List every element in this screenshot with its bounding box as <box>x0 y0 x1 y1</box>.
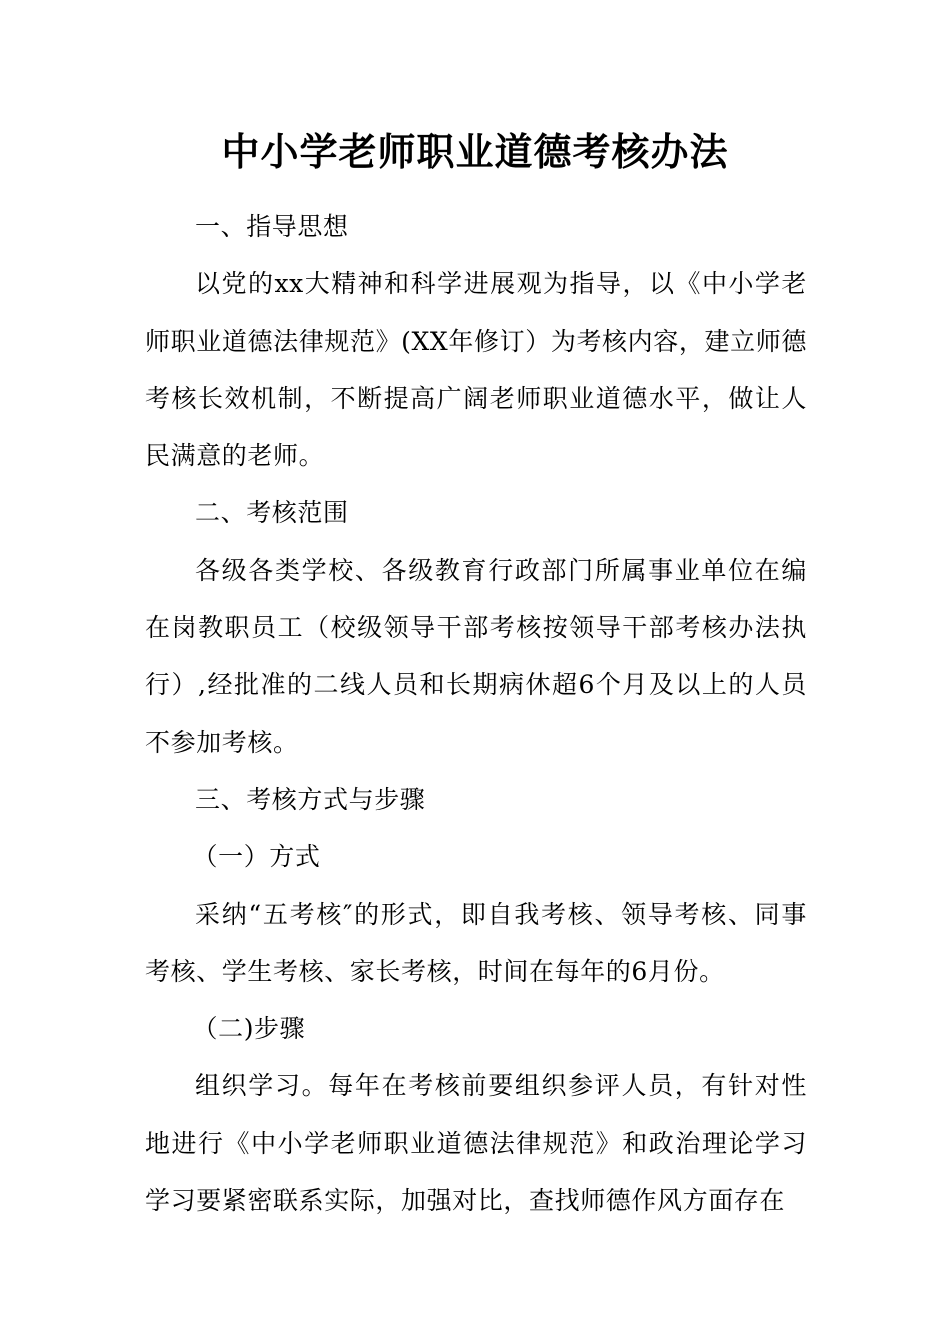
paragraph-steps: 组织学习。每年在考核前要组织参评人员，有针对性地进行《中小学老师职业道德法律规范》和政治理论学习学习要紧密联系实际，加强对比，查找师德作风方面存在 <box>145 1071 807 1216</box>
subheading-steps: （二)步骤 <box>192 1014 306 1044</box>
section-heading-guiding-ideology: 一、指导思想 <box>195 212 349 241</box>
paragraph-scope: 各级各类学校、各级教育行政部门所属事业单位在编在岗教职员工（校级领导干部考核按领导干部考核办法执行）,经批准的二线人员和长期病休超6个月及以上的人员不参加考核。 <box>145 555 807 757</box>
subheading-methods: （一）方式 <box>192 842 321 872</box>
paragraph-methods: 采纳“五考核″的形式，即自我考核、领导考核、同事考核、学生考核、家长考核，时间在每年的6月份。 <box>145 899 807 986</box>
section-heading-methods-steps: 三、考核方式与步骤 <box>195 784 426 814</box>
document-body <box>145 198 807 1229</box>
document-title: 中小学老师职业道德考核办法 <box>221 129 729 174</box>
paragraph-guiding-ideology: 以党的xx大精神和科学进展观为指导，以《中小学老师职业道德法律规范》(XX年修订）为考核内容，建立师德考核长效机制，不断提高广阔老师职业道德水平，做让人民满意的老师。 <box>145 269 807 471</box>
section-heading-scope: 二、考核范围 <box>195 498 349 528</box>
